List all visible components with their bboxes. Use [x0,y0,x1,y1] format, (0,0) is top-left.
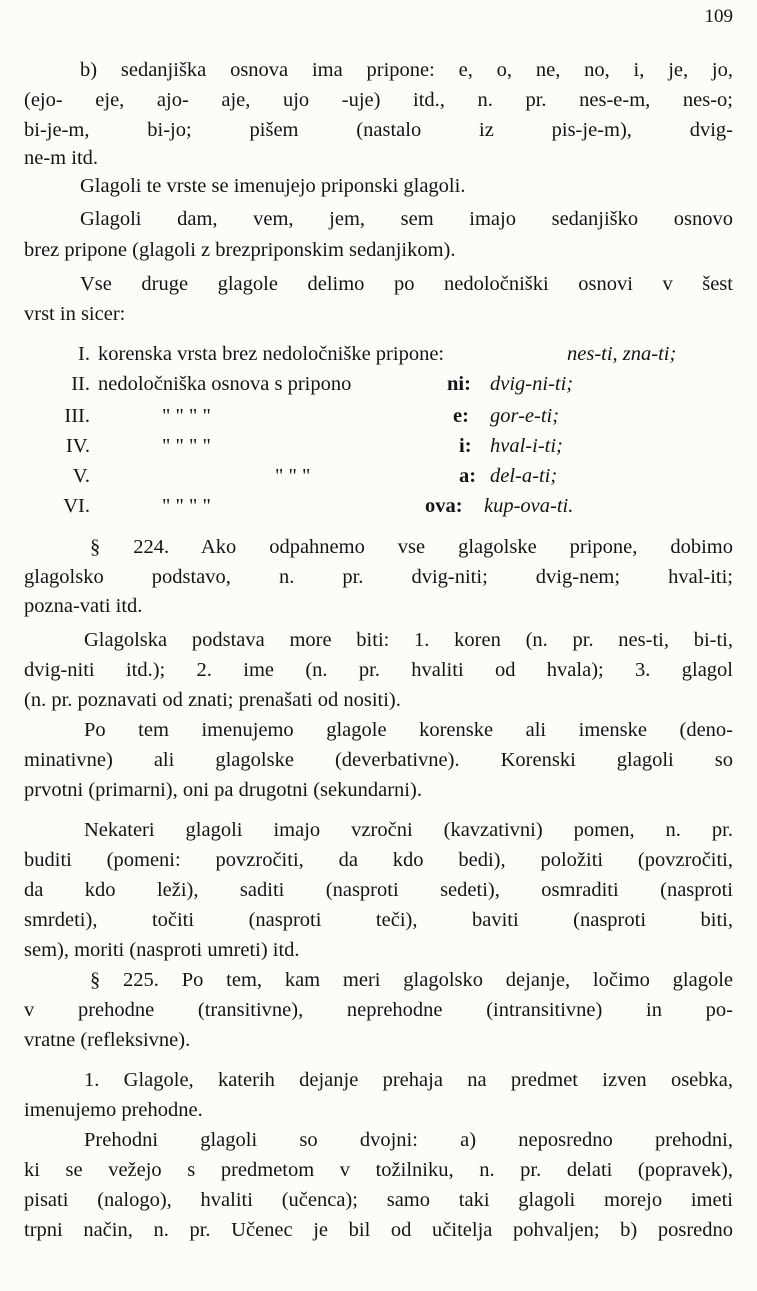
class-example: dvig-ni-ti; [490,373,574,395]
text-line: smrdeti), točiti (nasproti teči), baviti (nasproti biti, [24,909,733,931]
text-line: prvotni (primarni), oni pa drugotni (sekundarni). [24,779,422,801]
class-description: " " " " [162,405,211,427]
class-number: V. [72,465,90,487]
text-line: bi-je-m, bi-jo; pišem (nastalo iz pis-je-m), dvig- [24,119,733,141]
class-number: I. [78,343,90,365]
text-line: Glagolska podstava more biti: 1. koren (n. pr. nes-ti, bi-ti, [84,629,733,651]
text-line: Nekateri glagoli imajo vzročni (kavzativni) pomen, n. pr. [84,819,733,841]
text-line: buditi (pomeni: povzročiti, da kdo bedi), položiti (povzročiti, [24,849,733,871]
class-example: hval-i-ti; [490,435,563,457]
text-line: da kdo leži), saditi (nasproti sedeti), osmraditi (nasproti [24,879,733,901]
class-number: IV. [65,435,90,457]
class-suffix: e: [453,405,469,427]
class-description: " " " " [162,495,211,517]
text-line: Prehodni glagoli so dvojni: a) neposredno prehodni, [84,1129,733,1151]
text-line: Po tem imenujemo glagole korenske ali imenske (deno- [84,719,733,741]
text-line: 1. Glagole, katerih dejanje prehaja na predmet izven osebka, [84,1069,733,1091]
class-description: korenska vrsta brez nedoločniške pripone: [98,343,445,365]
text-line: pozna-vati itd. [24,595,143,617]
class-number: III. [64,405,90,427]
class-suffix: i: [459,435,472,457]
text-line: v prehodne (transitivne), neprehodne (intransitivne) in po- [24,999,733,1021]
text-line: ki se vežejo s predmetom v tožilniku, n. pr. delati (popravek), [24,1159,733,1181]
text-line: ne-m itd. [24,147,99,169]
page-number: 109 [704,6,733,27]
section-225-line: § 225. Po tem, kam meri glagolsko dejanje, ločimo glagole [90,969,733,991]
text-line: minativne) ali glagolske (deverbativne). Korenski glagoli so [24,749,733,771]
text-line: vrst in sicer: [24,303,126,325]
text-line: Glagoli te vrste se imenujejo priponski glagoli. [80,175,466,197]
text-line: imenujemo prehodne. [24,1099,203,1121]
class-example: del-a-ti; [490,465,558,487]
class-example: nes-ti, zna-ti; [567,343,677,365]
text-line: (n. pr. poznavati od znati; prenašati od nositi). [24,689,401,711]
text-line: trpni način, n. pr. Učenec je bil od učitelja pohvaljen; b) posredno [24,1219,733,1241]
class-description: " " " [275,465,311,487]
text-line: b) sedanjiška osnova ima pripone: e, o, ne, no, i, je, jo, [80,59,733,81]
class-suffix: a: [459,465,477,487]
class-example: gor-e-ti; [490,405,560,427]
class-description: nedoločniška osnova s pripono [98,373,352,395]
class-suffix: ni: [447,373,471,395]
class-description: " " " " [162,435,211,457]
text-line: pisati (nalogo), hvaliti (učenca); samo taki glagoli morejo imeti [24,1189,733,1211]
class-number: VI. [63,495,90,517]
section-224-line: § 224. Ako odpahnemo vse glagolske pripone, dobimo [90,536,733,558]
text-line: (ejo- eje, ajo- aje, ujo -uje) itd., n. pr. nes-e-m, nes-o; [24,89,733,111]
text-line: Glagoli dam, vem, jem, sem imajo sedanjiško osnovo [80,208,733,230]
text-line: Vse druge glagole delimo po nedoločniški osnovi v šest [80,273,733,295]
class-example: kup-ova-ti. [484,495,574,517]
text-line: brez pripone (glagoli z brezpriponskim sedanjikom). [24,239,456,261]
text-line: dvig-niti itd.); 2. ime (n. pr. hvaliti od hvala); 3. glagol [24,659,733,681]
text-line: vratne (refleksivne). [24,1029,191,1051]
text-line: glagolsko podstavo, n. pr. dvig-niti; dvig-nem; hval-iti; [24,566,733,588]
class-number: II. [71,373,90,395]
text-line: sem), moriti (nasproti umreti) itd. [24,939,300,961]
class-suffix: ova: [425,495,463,517]
